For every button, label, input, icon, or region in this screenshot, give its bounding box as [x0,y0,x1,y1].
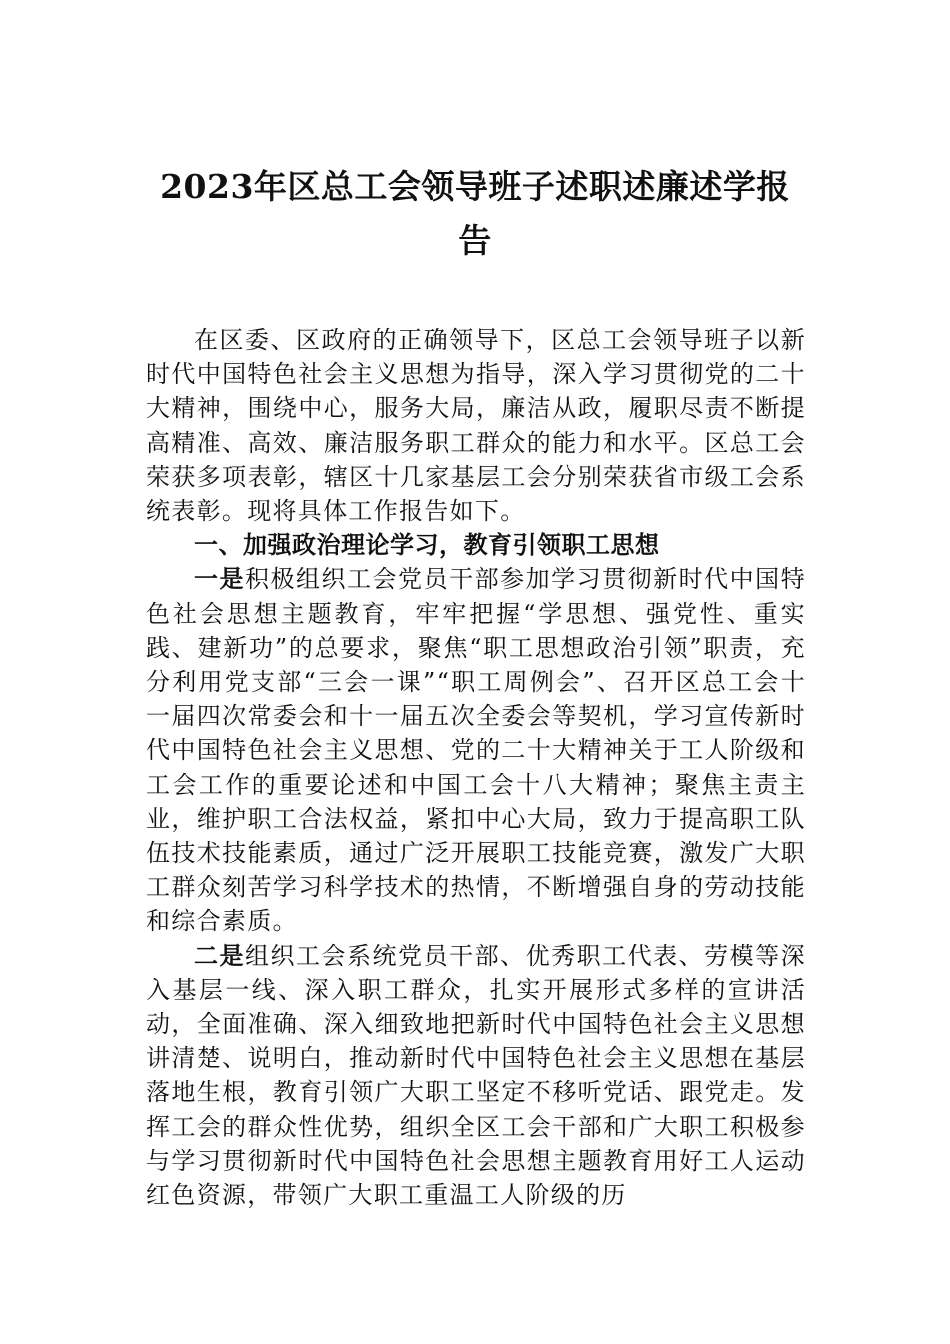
item-2-lead: 二是 [194,940,246,970]
item-1-lead: 一是 [194,564,246,594]
document-title [150,160,800,268]
item-1-text: 积极组织工会党员干部参加学习贯彻新时代中国特色社会思想主题教育，牢牢把握“学思想、强党性、重实践、建新功”的总要求，聚焦“职工思想政治引领”职责，充分利用党支部“三会一课”“职工周例会”、召开区总工会十一届四次常委会和十一届五次全委会等契机，学习宣传新时代中国特色社会主义思想、党的二十大精神关于工人阶级和工会工作的重要论述和中国工会十八大精神；聚焦主责主业，维护职工合法权益，紧扣中心大局，致力于提高职工队伍技术技能素质，通过广泛开展职工技能竞赛，激发广大职工群众刻苦学习科学技术的热情，不断增强自身的劳动技能和综合素质。 [146,565,806,936]
section-1-heading: 一、加强政治理论学习，教育引领职工思想 [194,531,660,560]
item-2-text: 组织工会系统党员干部、优秀职工代表、劳模等深入基层一线、深入职工群众，扎实开展形式多样的宣讲活动，全面准确、深入细致地把新时代中国特色社会主义思想讲清楚、说明白，推动新时代中国特色社会主义思想在基层落地生根，教育引领广大职工坚定不移听党话、跟党走。发挥工会的群众性优势，组织全区工会干部和广大职工积极参与学习贯彻新时代中国特色社会思想主题教育用好工人运动红色资源，带领广大职工重温工人阶级的历 [146,941,806,1210]
document-body [146,323,806,1212]
intro-paragraph: 在区委、区政府的正确领导下，区总工会领导班子以新时代中国特色社会主义思想为指导，深入学习贯彻党的二十大精神，围绕中心，服务大局，廉洁从政，履职尽责不断提高精准、高效、廉洁服务职工群众的能力和水平。区总工会荣获多项表彰，辖区十几家基层工会分别荣获省市级工会系统表彰。现将具体工作报告如下。 [146,326,806,526]
item-2-paragraph [146,939,806,1213]
document-title-line-1: 2023年区总工会领导班子述职述廉述学报 [160,167,790,206]
item-1-paragraph [146,562,806,938]
document-title-line-2: 告 [458,221,492,260]
